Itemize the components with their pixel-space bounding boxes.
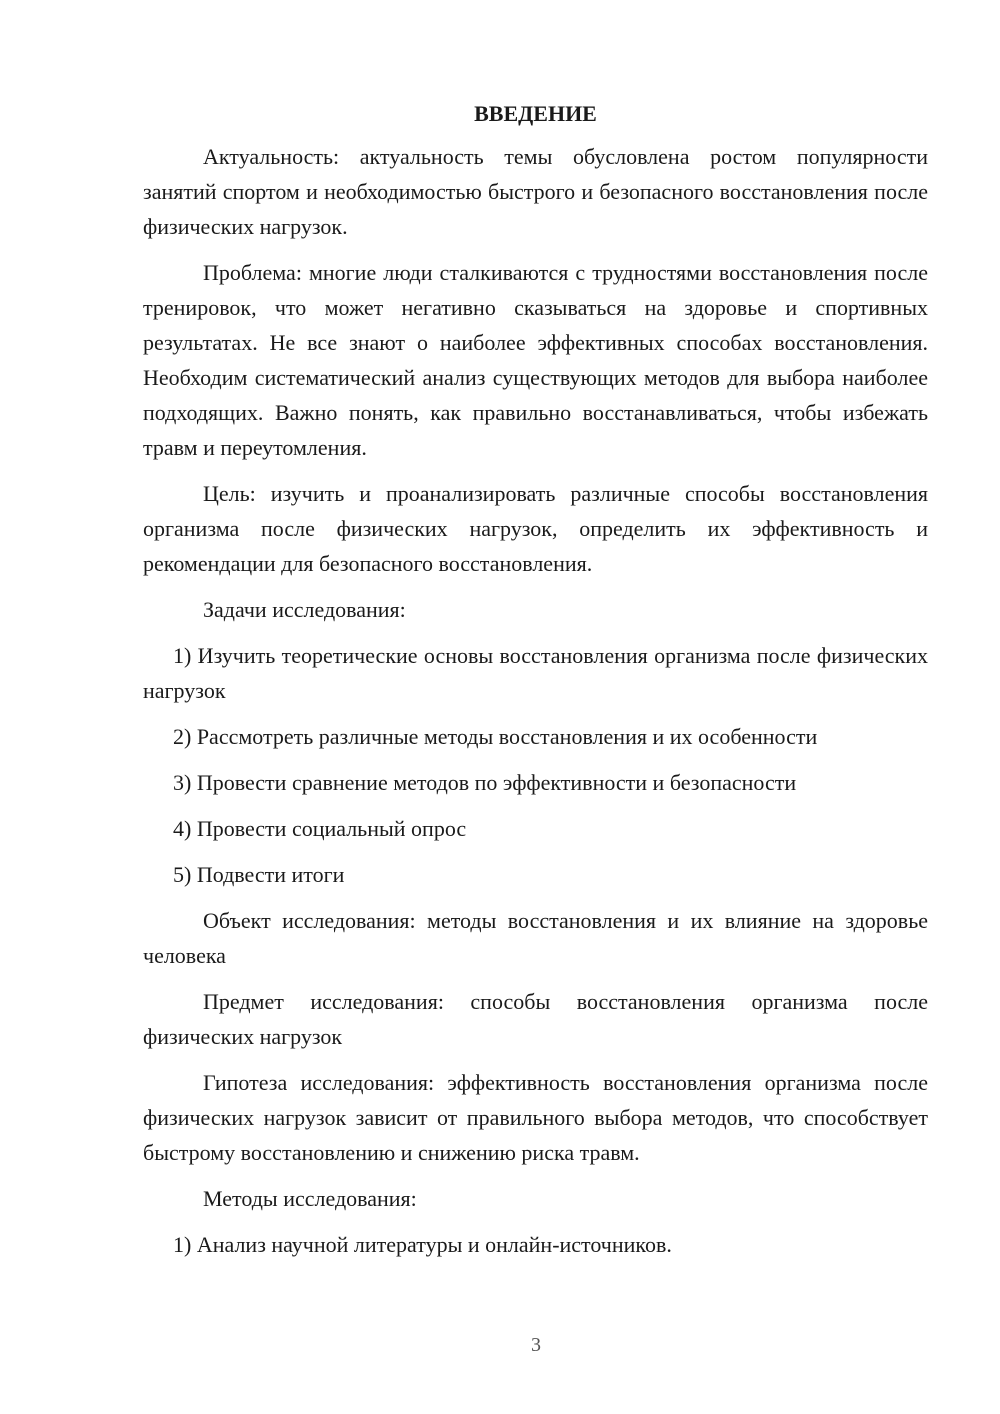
section-title: ВВЕДЕНИЕ (474, 101, 597, 126)
task-item-2: 2) Рассмотреть различные методы восстановления и их особенности (173, 724, 818, 749)
relevance-paragraph: Актуальность: актуальность темы обусловлена ростом популярности занятий спортом и необходимостью быстрого и безопасного восстановления после физических нагрузок. (143, 144, 928, 239)
subject-paragraph: Предмет исследования: способы восстановления организма после физических нагрузок (143, 989, 928, 1049)
tasks-heading: Задачи исследования: (203, 597, 406, 622)
document-body (143, 96, 928, 1273)
task-item-1: 1) Изучить теоретические основы восстановления организма после физических нагрузок (143, 643, 928, 703)
page-number: 3 (531, 1334, 541, 1356)
object-paragraph: Объект исследования: методы восстановления и их влияние на здоровье человека (143, 908, 928, 968)
hypothesis-paragraph: Гипотеза исследования: эффективность восстановления организма после физических нагрузок зависит от правильного выбора методов, что способствует быстрому восстановлению и снижению риска травм. (143, 1070, 928, 1165)
task-item-4: 4) Провести социальный опрос (173, 816, 467, 841)
problem-paragraph: Проблема: многие люди сталкиваются с трудностями восстановления после тренировок, что может негативно сказываться на здоровье и спортивных результатах. Не все знают о наиболее эффективных способах восстановления. Необходим систематический анализ существующих методов для выбора наиболее подходящих. Важно понять, как правильно восстанавливаться, чтобы избежать травм и переутомления. (143, 260, 928, 460)
task-item-3: 3) Провести сравнение методов по эффективности и безопасности (173, 770, 797, 795)
goal-paragraph: Цель: изучить и проанализировать различные способы восстановления организма после физических нагрузок, определить их эффективность и рекомендации для безопасного восстановления. (143, 481, 928, 576)
methods-heading: Методы исследования: (203, 1186, 417, 1211)
task-item-5: 5) Подвести итоги (173, 862, 345, 887)
method-item-1: 1) Анализ научной литературы и онлайн-источников. (173, 1232, 672, 1257)
